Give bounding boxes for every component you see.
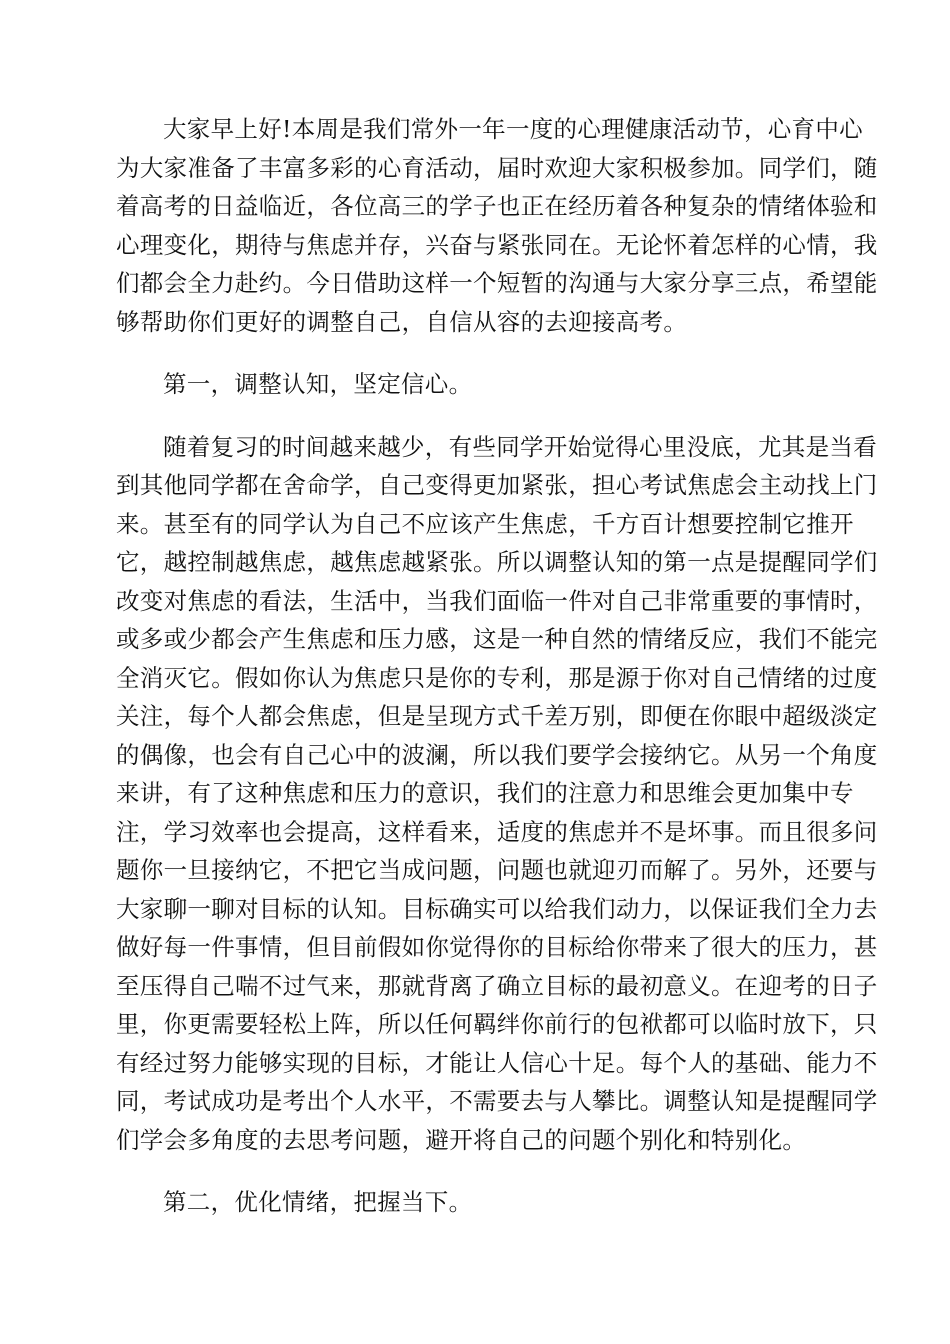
paragraph-line: 有经过努力能够实现的目标，才能让人信心十足。每个人的基础、能力不	[116, 1048, 878, 1077]
paragraph-line: 大家早上好!本周是我们常外一年一度的心理健康活动节，心育中心	[163, 115, 863, 143]
section-heading-1	[116, 365, 834, 404]
paragraph-line: 随着复习的时间越来越少，有些同学开始觉得心里没底，尤其是当看	[163, 432, 877, 461]
paragraph-line: 来。甚至有的同学认为自己不应该产生焦虑，千方百计想要控制它推开	[116, 509, 854, 538]
section-1-paragraph	[116, 428, 878, 1160]
paragraph-line: 或多或少都会产生焦虑和压力感，这是一种自然的情绪反应，我们不能完	[116, 625, 878, 653]
paragraph-line: 着高考的日益临近，各位高三的学子也正在经历着各种复杂的情绪体验和	[116, 192, 878, 220]
paragraph-line: 关注，每个人都会焦虑，但是呈现方式千差万别，即便在你眼中超级淡定	[116, 702, 878, 730]
paragraph-spacer	[116, 404, 834, 428]
paragraph-line: 来讲，有了这种焦虑和压力的意识，我们的注意力和思维会更加集中专	[116, 779, 854, 807]
section-heading-2	[116, 1183, 834, 1222]
paragraph-line: 够帮助你们更好的调整自己，自信从容的去迎接高考。	[116, 307, 688, 336]
intro-paragraph	[116, 110, 878, 341]
paragraph-line: 里，你更需要轻松上阵，所以任何羁绊你前行的包袱都可以临时放下，只	[116, 1010, 878, 1038]
paragraph-line: 它，越控制越焦虑，越焦虑越紧张。所以调整认知的第一点是提醒同学们	[116, 548, 878, 576]
paragraph-line: 做好每一件事情，但目前假如你觉得你的目标给你带来了很大的压力，甚	[116, 933, 878, 961]
paragraph-line: 为大家准备了丰富多彩的心育活动，届时欢迎大家积极参加。同学们，随	[116, 153, 878, 182]
paragraph-line: 至压得自己喘不过气来，那就背离了确立目标的最初意义。在迎考的日子	[116, 971, 878, 1000]
document-page	[116, 110, 878, 1222]
paragraph-line: 们学会多角度的去思考问题，避开将自己的问题个别化和特别化。	[116, 1125, 807, 1154]
paragraph-spacer	[116, 1159, 834, 1183]
paragraph-line: 大家聊一聊对目标的认知。目标确实可以给我们动力，以保证我们全力去	[116, 894, 878, 923]
paragraph-line: 注，学习效率也会提高，这样看来，适度的焦虑并不是坏事。而且很多问	[116, 817, 878, 846]
paragraph-line: 心理变化，期待与焦虑并存，兴奋与紧张同在。无论怀着怎样的心情，我	[116, 230, 878, 259]
paragraph-spacer	[116, 341, 834, 365]
paragraph-line: 全消灭它。假如你认为焦虑只是你的专利，那是源于你对自己情绪的过度	[116, 663, 878, 692]
paragraph-line: 们都会全力赴约。今日借助这样一个短暂的沟通与大家分享三点，希望能	[116, 269, 878, 297]
paragraph-line: 题你一旦接纳它，不把它当成问题，问题也就迎刃而解了。另外，还要与	[116, 856, 878, 884]
paragraph-line: 同，考试成功是考出个人水平，不需要去与人攀比。调整认知是提醒同学	[116, 1087, 878, 1115]
heading-text: 第一，调整认知，坚定信心。	[163, 370, 473, 398]
paragraph-line: 到其他同学都在舍命学，自己变得更加紧张，担心考试焦虑会主动找上门	[116, 471, 878, 499]
paragraph-line: 的偶像，也会有自己心中的波澜，所以我们要学会接纳它。从另一个角度	[116, 740, 878, 769]
paragraph-line: 改变对焦虑的看法，生活中，当我们面临一件对自己非常重要的事情时，	[116, 586, 878, 615]
heading-text: 第二，优化情绪，把握当下。	[163, 1188, 473, 1216]
